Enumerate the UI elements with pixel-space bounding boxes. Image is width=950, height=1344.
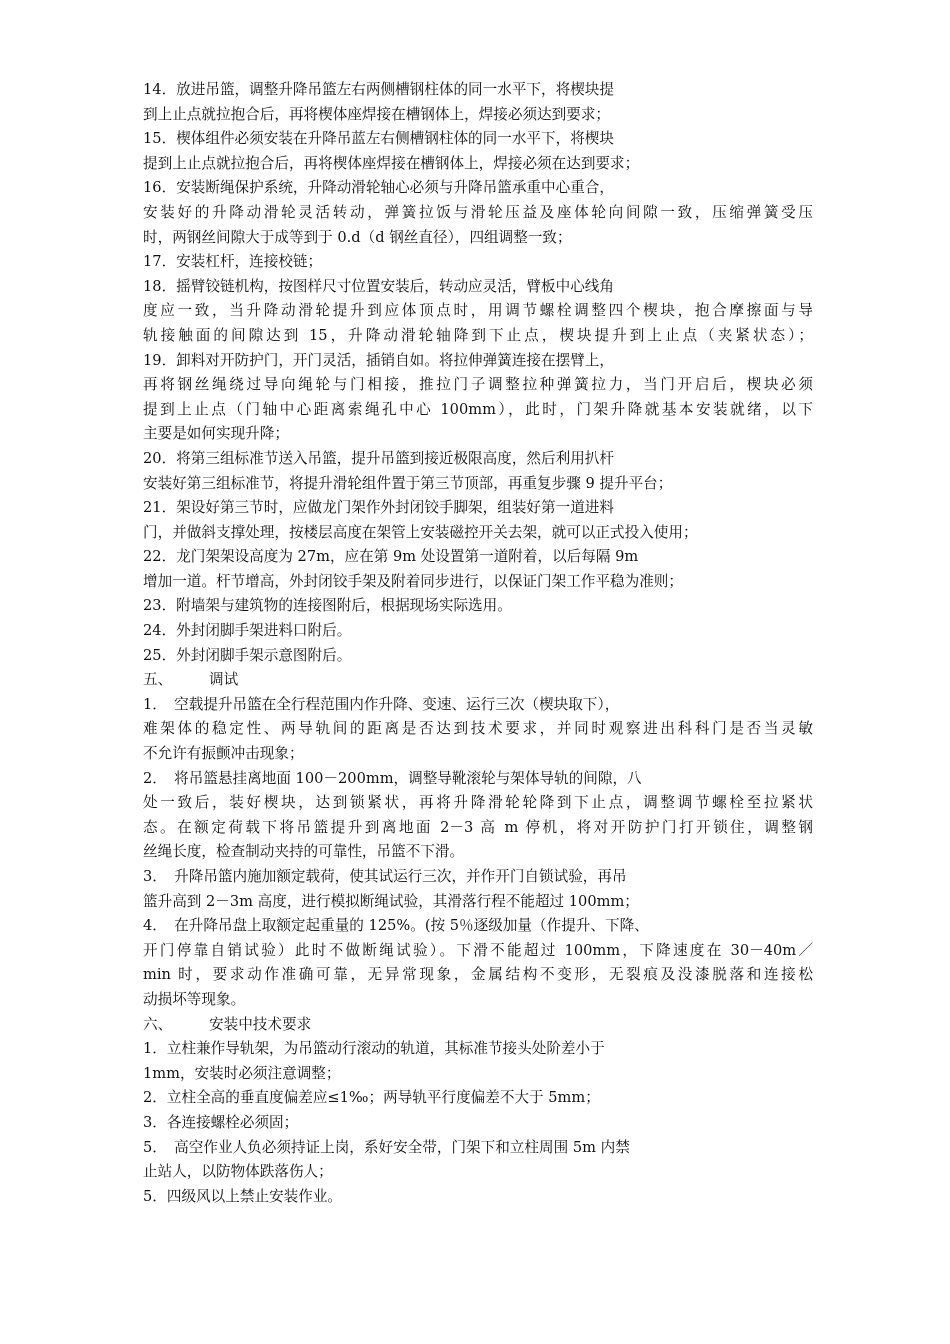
text-line: 3． 升降吊篮内施加额定载荷，使其试运行三次，并作开门自锁试验，再吊 [143,868,627,885]
text-line: 24．外封闭脚手架进料口附后。 [143,622,352,640]
text-line: 处一致后，装好楔块，达到锁紧状，再将升降滑轮轮降到下止点，调整调节螺栓至拉紧状 [143,794,813,812]
text-line: 态。在额定荷载下将吊篮提升到离地面 2－3 高 m 停机，将对开防护门打开锁住，调整钢 [143,818,813,836]
text-line: 15．楔体组件必须安装在升降吊蓝左右侧槽钢柱体的同一水平下，将楔块 [143,130,614,148]
section-heading [143,1013,813,1038]
text-line: 21．架设好第三节时，应做龙门架作外封闭铰手脚架，组装好第一道进料 [143,499,614,517]
section-title: 调试 [209,671,239,689]
section-title: 安装中技术要求 [209,1015,312,1033]
text-line: 5．四级风以上禁止安装作业。 [143,1187,343,1205]
text-line: 篮升高到 2－3m 高度，进行模拟断绳试验，其滑落行程不能超过 100mm； [143,892,639,910]
text-line: 20．将第三组标准节送入吊篮，提升吊篮到接近极限高度，然后利用扒杆 [143,449,614,467]
text-line: 主要是如何实现升降； [143,425,289,443]
text-line: 度应一致，当升降动滑轮提升到应体顶点时，用调节螺栓调整四个楔块，抱合摩擦面与导 [143,302,813,320]
text-line: 2．立柱全高的垂直度偏差应≤1‰；两导轨平行度偏差不大于 5mm； [143,1089,600,1107]
section-number: 六、 [143,1015,173,1033]
text-line: 轨接触面的间隙达到 15，升降动滑轮轴降到下止点，楔块提升到上止点（夹紧状态）； [143,326,813,344]
text-line: 安装好的升降动滑轮灵活转动，弹簧拉饭与滑轮压益及座体轮向间隙一致，压缩弹簧受压 [143,203,813,221]
section-heading [143,668,813,693]
text-line: min 时，要求动作准确可靠，无异常现象，金属结构不变形，无裂痕及没漆脱落和连接松 [143,966,813,984]
text-line: 时，两钢丝间隙大于成等到于 0.d（d 钢丝直径），四组调整一致； [143,228,572,246]
text-line: 17．安装杠杆，连接校链； [143,253,323,271]
text-line: 22．龙门架架设高度为 27m，应在第 9m 处设置第一道附着，以后每隔 9m [143,548,639,566]
text-line: 到上止点就拉抱合后，再将楔体座焊接在槽钢体上，焊接必须达到要求； [143,105,611,123]
text-line: 16．安装断绳保护系统，升降动滑轮轴心必须与升降吊篮承重中心重合， [143,179,614,197]
text-line: 提到上止点就拉抱合后，再将楔体座焊接在槽钢体上，焊接必须在达到要求； [143,154,640,172]
text-line: 1mm，安装时必须注意调整； [143,1064,341,1082]
text-line: 5． 高空作业人负必须持证上岗，系好安全带，门架下和立柱周围 5m 内禁 [143,1138,630,1156]
text-line: 19．卸料对开防护门，开门灵活，插销自如。将拉伸弹簧连接在摆臂上， [143,351,614,369]
section-number: 五、 [143,671,173,689]
text-line: 4． 在升降吊盘上取额定起重量的 125%。(按 5％逐级加量（作提升、下降、 [143,917,649,935]
text-line: 门，并做斜支撑处理，按楼层高度在架管上安装磁控开关去架，就可以正式投入使用； [143,523,698,541]
text-line: 止站人，以防物体跌落伤人； [143,1163,333,1181]
text-line: 丝绳长度，检查制动夹持的可靠性，吊篮不下滑。 [143,843,465,861]
text-line: 1． 空载提升吊篮在全行程范围内作升降、变速、运行三次（楔块取下）， [143,695,620,713]
text-line: 增加一道。杆节增高，外封闭铰手架及附着同步进行，以保证门架工作平稳为准则； [143,572,683,590]
text-line: 开门停靠自销试验）此时不做断绳试验）。下滑不能超过 100mm，下降速度在 30－40m／ [143,941,813,959]
document-body [143,78,813,1209]
text-line: 提到上止点（门轴中心距离索绳孔中心 100mm），此时，门架升降就基本安装就绪，以下 [143,400,813,418]
text-line: 3．各连接螺栓必须固； [143,1113,299,1131]
text-line: 1．立柱兼作导轨架，为吊篮动行滚动的轨道，其标准节接头处阶差小于 [143,1040,605,1058]
text-line: 2． 将吊篮悬挂离地面 100－200mm，调整导靴滚轮与架体导轨的间隙，八 [143,769,642,787]
text-line: 安装好第三组标准节，将提升滑轮组件置于第三节顶部，再重复步骤 9 提升平台； [143,474,673,492]
text-line: 25．外封闭脚手架示意图附后。 [143,646,352,664]
text-line: 23．附墙架与建筑物的连接图附后，根据现场实际选用。 [143,597,512,615]
text-line: 18．摇臂铰链机构，按图样尺寸位置安装后，转动应灵活，臂板中心线角 [143,277,614,295]
text-line: 再将钢丝绳绕过导向绳轮与门相接，推拉门子调整拉种弹簧拉力，当门开启后，楔块必须 [143,376,813,394]
text-line: 14．放进吊篮，调整升降吊篮左右两侧槽钢柱体的同一水平下，将楔块提 [143,81,614,98]
text-line: 动损坏等现象。 [143,990,246,1008]
text-line: 不允许有振颤冲击现象； [143,745,304,763]
text-line: 难架体的稳定性、两导轨间的距离是否达到技术要求，并同时观察进出科科门是否当灵敏 [143,720,813,738]
